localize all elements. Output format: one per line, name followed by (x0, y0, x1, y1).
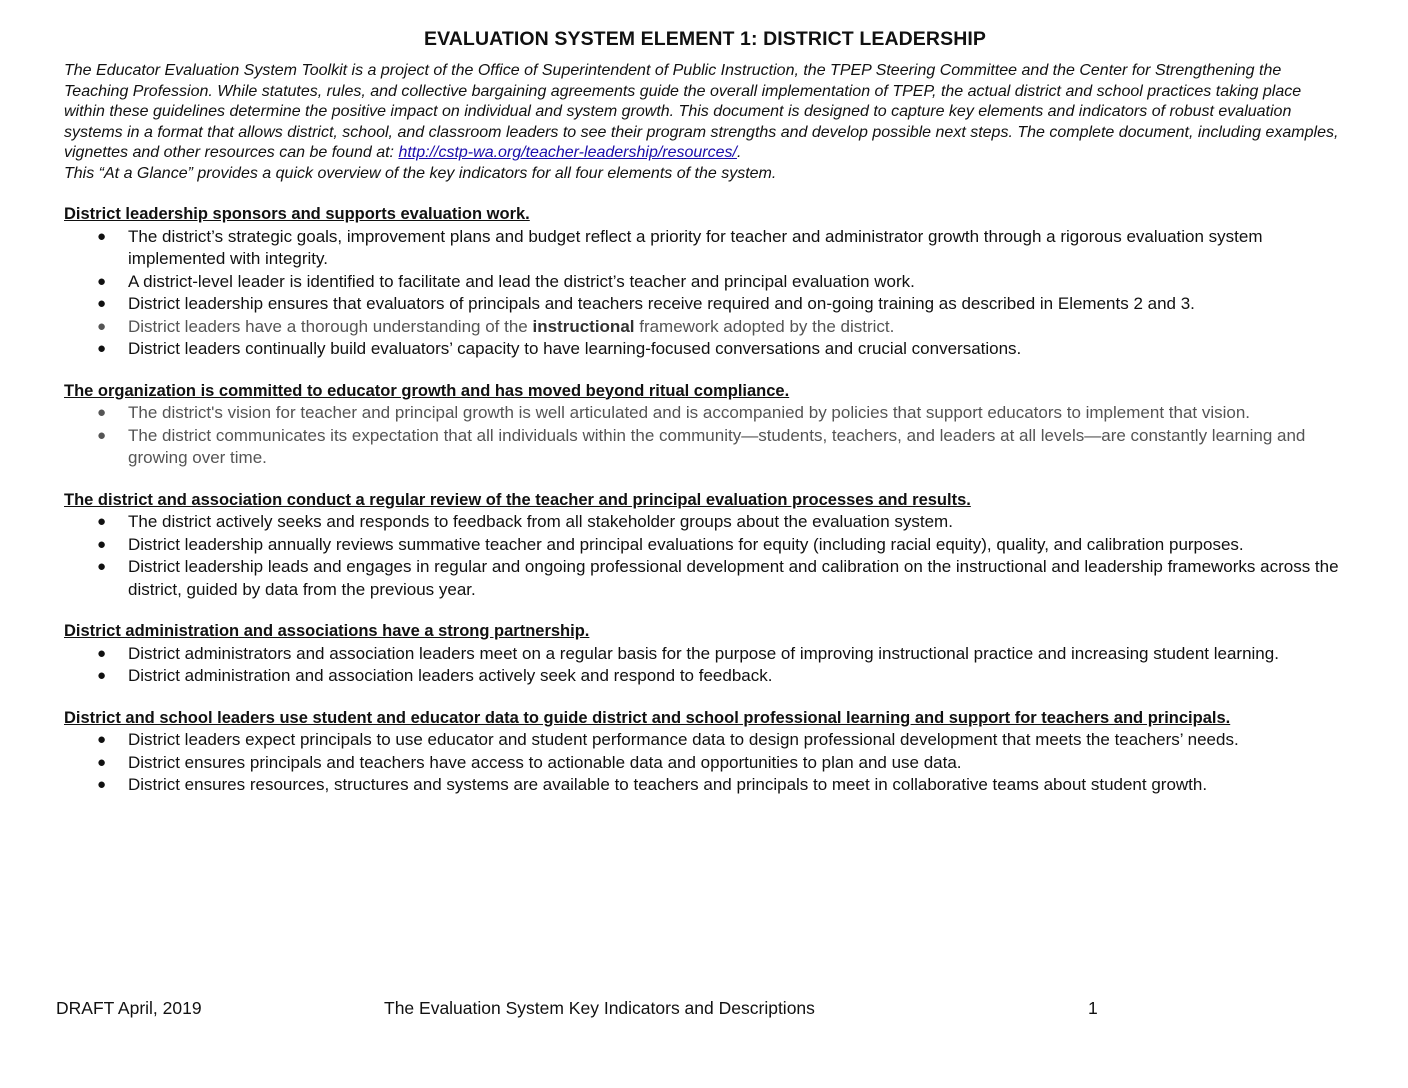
bullet-text-bold: instructional (532, 316, 635, 336)
bullet-text: District leaders expect principals to use educator and student performance data to design professional development that meets the teachers’ needs. (128, 730, 1239, 749)
bullet-dot-icon: ● (97, 535, 107, 553)
bullet-list (64, 402, 1346, 470)
bullet-list (64, 511, 1346, 601)
bullet-text: District leadership annually reviews summative teacher and principal evaluations for equity (including racial equity), quality, and calibration purposes. (128, 534, 1244, 554)
section-heading: The district and association conduct a regular review of the teacher and principal evaluation processes and results. (64, 490, 971, 509)
bullet-text: District leaders continually build evaluators’ capacity to have learning-focused conversations and crucial conversations. (128, 339, 1022, 358)
bullet-list (64, 226, 1346, 361)
list-item (64, 511, 1346, 534)
bullet-dot-icon: ● (97, 776, 107, 793)
bullet-text-before: District leaders have a thorough understanding of the (128, 316, 533, 336)
bullet-text: The district's vision for teacher and principal growth is well articulated and is accompanied by policies that support educators to implement that vision. (128, 403, 1251, 422)
list-item (64, 534, 1346, 557)
list-item (64, 752, 1346, 775)
section-strong-partnership (64, 620, 1346, 688)
bullet-dot-icon: ● (97, 295, 107, 312)
bullet-dot-icon: ● (97, 731, 107, 748)
bullet-dot-icon: ● (97, 558, 107, 575)
list-item (64, 316, 1346, 339)
bullet-list (64, 729, 1346, 797)
document-page (64, 28, 1346, 797)
section-sponsors-supports (64, 203, 1346, 361)
bullet-dot-icon: ● (97, 513, 107, 530)
bullet-dot-icon: ● (97, 644, 107, 662)
list-item (64, 425, 1346, 470)
bullet-dot-icon: ● (97, 317, 107, 335)
bullet-dot-icon: ● (97, 426, 107, 444)
intro-paragraph (64, 61, 1346, 184)
bullet-text-after: framework adopted by the district. (634, 316, 895, 336)
section-educator-growth (64, 380, 1346, 470)
bullet-list (64, 643, 1346, 688)
section-heading: District administration and associations have a strong partnership. (64, 622, 590, 640)
bullet-dot-icon: ● (97, 272, 107, 290)
section-heading: District leadership sponsors and supports evaluation work. (64, 205, 530, 223)
intro-second-line: This “At a Glance” provides a quick overview of the key indicators for all four elements of the system. (64, 164, 777, 182)
list-item (64, 271, 1346, 294)
list-item (64, 665, 1346, 688)
bullet-dot-icon: ● (97, 340, 107, 357)
section-regular-review (64, 489, 1346, 602)
footer-page-number: 1 (1088, 998, 1098, 1018)
section-heading: District and school leaders use student and educator data to guide district and school professional learning and support for teachers and principals. (64, 708, 1231, 727)
bullet-dot-icon: ● (97, 753, 107, 771)
list-item (64, 556, 1346, 601)
bullet-dot-icon: ● (97, 667, 107, 684)
intro-text: The Educator Evaluation System Toolkit is a project of the Office of Superintendent of Public Instruction, the TPEP Steering Committee and the Center for Strengthening the Teaching Profession. While statutes, rules, and collective bargaining agreements guide the overall implementation of TPEP, the actual district and school practices taking place within these guidelines determine the positive impact on individual and system growth. This document is designed to capture key elements and indicators of robust evaluation systems in a format that allows district, school, and classroom leaders to see their program strengths and develop possible next steps. The complete document, including examples, vignettes and other resources can be found at: (64, 62, 1339, 161)
list-item (64, 643, 1346, 666)
bullet-dot-icon: ● (97, 404, 107, 421)
list-item (64, 293, 1346, 316)
page-title: EVALUATION SYSTEM ELEMENT 1: DISTRICT LEADERSHIP (423, 28, 987, 50)
footer-draft-date: DRAFT April, 2019 (56, 998, 202, 1018)
list-item (64, 226, 1346, 271)
bullet-dot-icon: ● (97, 227, 107, 245)
footer-document-name: The Evaluation System Key Indicators and Descriptions (384, 998, 815, 1018)
bullet-text: District leadership leads and engages in regular and ongoing professional development and calibration on the instructional and leadership frameworks across the district, guided by data from the previous year. (128, 557, 1339, 599)
bullet-text: District ensures resources, structures and systems are available to teachers and principals to meet in collaborative teams about student growth. (128, 775, 1208, 794)
bullet-text: The district’s strategic goals, improvement plans and budget reflect a priority for teacher and administrator growth through a rigorous evaluation system implemented with integrity. (128, 226, 1263, 268)
list-item (64, 774, 1346, 797)
bullet-text: The district communicates its expectation that all individuals within the community—students, teachers, and leaders at all levels—are constantly learning and growing over time. (128, 425, 1306, 467)
section-heading: The organization is committed to educator growth and has moved beyond ritual compliance. (64, 381, 790, 400)
bullet-text: District ensures principals and teachers have access to actionable data and opportunities to plan and use data. (128, 752, 962, 772)
list-item (64, 729, 1346, 752)
list-item (64, 402, 1346, 425)
list-item (64, 338, 1346, 361)
resources-link[interactable]: http://cstp-wa.org/teacher-leadership/resources/ (398, 144, 737, 161)
bullet-text: District leadership ensures that evaluators of principals and teachers receive required and on-going training as described in Elements 2 and 3. (128, 294, 1195, 313)
bullet-text: The district actively seeks and responds to feedback from all stakeholder groups about the evaluation system. (128, 512, 953, 531)
bullet-text: A district-level leader is identified to facilitate and lead the district’s teacher and principal evaluation work. (128, 271, 915, 291)
section-data-guided-learning (64, 707, 1346, 797)
intro-link-period: . (736, 144, 742, 161)
bullet-text: District administration and association leaders actively seek and respond to feedback. (128, 666, 773, 685)
bullet-text: District administrators and association leaders meet on a regular basis for the purpose of improving instructional practice and increasing student learning. (128, 643, 1279, 663)
